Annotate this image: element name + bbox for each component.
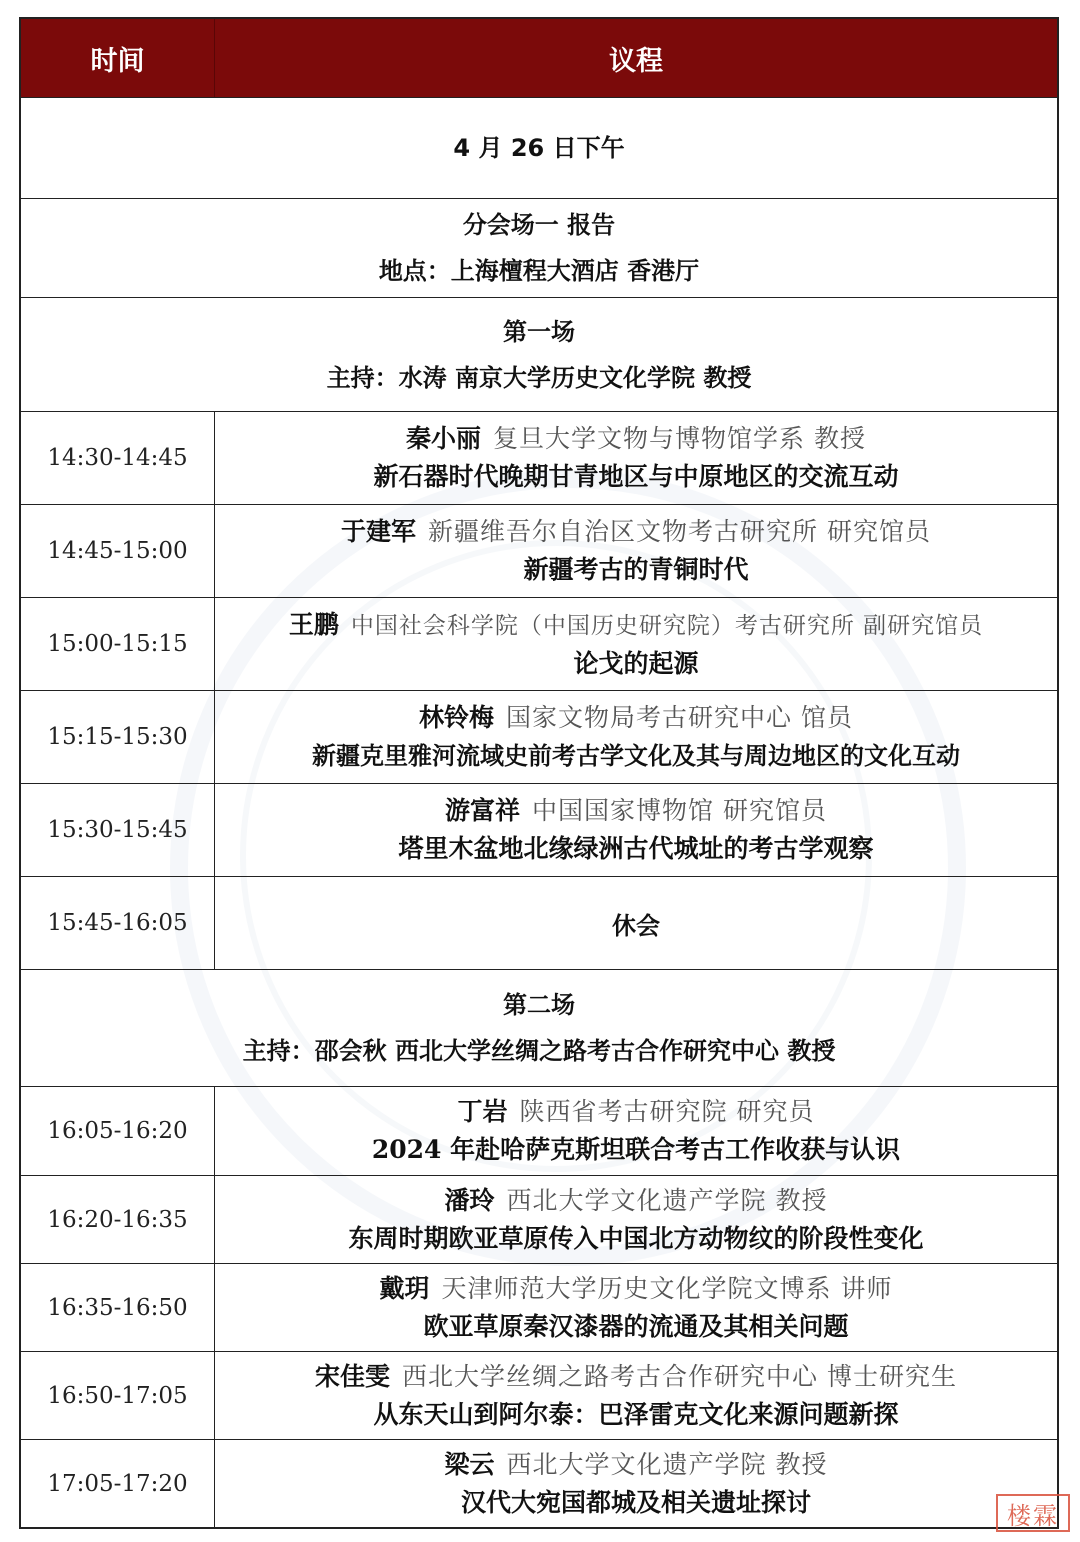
- speaker-affiliation: 新疆维吾尔自治区文物考古研究所 研究馆员: [428, 517, 931, 546]
- table-row: [21, 690, 1057, 783]
- speaker-name: 林铃梅: [419, 703, 495, 732]
- break-time: 15:45-16:05: [21, 877, 215, 969]
- venue-title: 分会场一 报告: [462, 211, 616, 239]
- talk-time: 15:30-15:45: [21, 784, 215, 876]
- talk-title: 东周时期欧亚草原传入中国北方动物纹的阶段性变化: [348, 1223, 924, 1253]
- talk-time: 16:50-17:05: [21, 1352, 215, 1439]
- talk-time: 16:20-16:35: [21, 1176, 215, 1263]
- speaker-name: 于建军: [341, 517, 417, 546]
- table-row: [21, 1439, 1057, 1527]
- agenda-table: [19, 17, 1059, 1529]
- table-row: [21, 1263, 1057, 1351]
- table-row: [21, 1351, 1057, 1439]
- session1-header-row: [21, 297, 1057, 411]
- speaker-affiliation: 中国社会科学院（中国历史研究院）考古研究所 副研究馆员: [350, 612, 984, 639]
- speaker-affiliation: 西北大学文化遗产学院 教授: [506, 1185, 828, 1215]
- talk-title: 欧亚草原秦汉漆器的流通及其相关问题: [423, 1311, 849, 1341]
- session1-title: 第一场: [503, 317, 575, 346]
- speaker-affiliation: 天津师范大学历史文化学院文博系 讲师: [441, 1273, 893, 1303]
- talk-time: 14:45-15:00: [21, 505, 215, 597]
- speaker-name: 游富祥: [445, 796, 521, 825]
- talk-time: 16:35-16:50: [21, 1264, 215, 1351]
- table-header-row: [21, 19, 1057, 97]
- date-row: [21, 97, 1057, 198]
- speaker-affiliation: 中国国家博物馆 研究馆员: [532, 796, 827, 825]
- table-row: [21, 504, 1057, 597]
- speaker-affiliation: 国家文物局考古研究中心 馆员: [506, 703, 853, 732]
- talk-title: 新疆考古的青铜时代: [523, 555, 749, 584]
- talk-time: 16:05-16:20: [21, 1087, 215, 1175]
- venue-row: [21, 198, 1057, 297]
- session2-host: 主持：邵会秋 西北大学丝绸之路考古合作研究中心 教授: [242, 1037, 836, 1065]
- session2-title: 第二场: [503, 991, 575, 1019]
- speaker-name: 潘玲: [444, 1185, 495, 1215]
- talk-time: 14:30-14:45: [21, 412, 215, 504]
- speaker-name: 丁岩: [457, 1097, 508, 1126]
- speaker-affiliation: 西北大学丝绸之路考古合作研究中心 博士研究生: [402, 1361, 957, 1391]
- talk-title: 新疆克里雅河流域史前考古学文化及其与周边地区的文化互动: [312, 741, 960, 770]
- session2-header-row: [21, 969, 1057, 1086]
- talk-title: 汉代大宛国都城及相关遗址探讨: [460, 1487, 811, 1517]
- table-row: [21, 597, 1057, 690]
- table-row: [21, 411, 1057, 504]
- session1-host: 主持：水涛 南京大学历史文化学院 教授: [326, 363, 752, 392]
- talk-title: 论戈的起源: [573, 648, 699, 678]
- header-time: 时间: [21, 19, 215, 97]
- table-row: [21, 1086, 1057, 1175]
- talk-time: 15:15-15:30: [21, 691, 215, 783]
- speaker-name: 秦小丽: [406, 424, 482, 453]
- talk-time: 17:05-17:20: [21, 1440, 215, 1527]
- date-label: 4 月 26 日下午: [453, 134, 625, 162]
- talk-title: 塔里木盆地北缘绿洲古代城址的考古学观察: [398, 834, 874, 863]
- speaker-affiliation: 陕西省考古研究院 研究员: [519, 1097, 815, 1126]
- break-label: 休会: [612, 911, 660, 940]
- speaker-name: 王鹏: [288, 609, 339, 639]
- header-agenda: 议程: [609, 45, 663, 77]
- table-row: [21, 783, 1057, 876]
- speaker-name: 戴玥: [379, 1273, 430, 1303]
- speaker-affiliation: 复旦大学文物与博物馆学系 教授: [493, 424, 866, 453]
- speaker-name: 梁云: [444, 1449, 495, 1479]
- speaker-name: 宋佳雯: [315, 1361, 391, 1391]
- break-row: [21, 876, 1057, 969]
- talk-time: 15:00-15:15: [21, 598, 215, 690]
- talk-title: 2024 年赴哈萨克斯坦联合考古工作收获与认识: [371, 1135, 901, 1164]
- talk-title: 从东天山到阿尔泰：巴泽雷克文化来源问题新探: [373, 1399, 899, 1429]
- venue-location: 地点：上海檀程大酒店 香港厅: [378, 257, 700, 285]
- speaker-affiliation: 西北大学文化遗产学院 教授: [506, 1449, 828, 1479]
- seal-stamp: 楼霖: [996, 1494, 1070, 1532]
- talk-title: 新石器时代晚期甘青地区与中原地区的交流互动: [373, 462, 899, 491]
- table-row: [21, 1175, 1057, 1263]
